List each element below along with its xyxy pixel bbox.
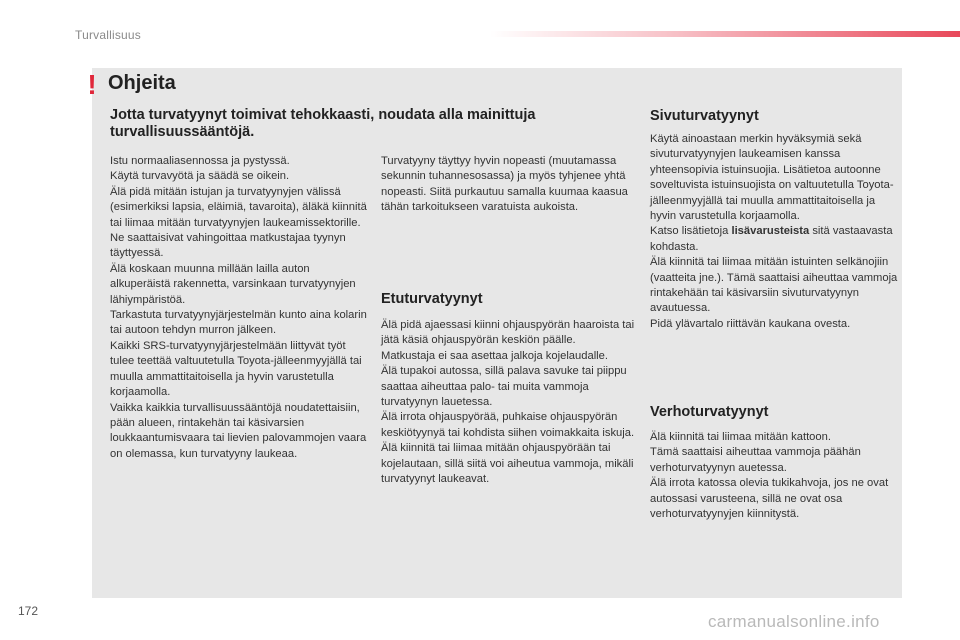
front-line: Matkustaja ei saa asettaa jalkoja kojelaudalle. — [381, 349, 608, 362]
col2-intro-text: Turvatyyny täyttyy hyvin nopeasti (muutamassa sekunnin tuhannesosassa) ja myös tyhjenee yhtä nopeasti. Siitä purkautuu samalla kuumaa kaasua tähän tarkoitukseen varatuista aukoista. — [381, 155, 628, 214]
col1-line: Kaikki SRS-turvatyynyjärjestelmään liittyvät työt tulee teettää valtuutetulla Toyota-jälleenmyyjällä tai muulla ammattitaitoisella ja hyvin varustetulla korjaamolla. — [110, 339, 362, 399]
intro-heading: Jotta turvatyynyt toimivat tehokkaasti, noudata alla mainittuja turvallisuussääntöjä. — [110, 107, 536, 140]
side-p4: Pidä ylävartalo riittävän kaukana ovesta. — [650, 317, 851, 330]
col1-line: Tarkastuta turvatyynyjärjestelmän kunto aina kolarin tai autoon tehdyn murron jälkeen. — [110, 309, 367, 337]
panel-title: Ohjeita — [108, 72, 176, 94]
side-airbags-text — [650, 132, 900, 332]
front-line: Älä tupakoi autossa, sillä palava savuke tai piippu saattaa aiheuttaa palo- tai muita vammoja turvatyynyn lauetessa. — [381, 365, 627, 409]
front-line: Älä kiinnitä tai liimaa mitään ohjauspyörään tai kojelautaan, sillä siitä voi aiheutua vammoja, mikäli turvatyynyt laukeavat. — [381, 442, 634, 486]
side-p2-pre: Katso lisätietoja — [650, 225, 732, 238]
col1-line: Ne saattaisivat vahingoittaa matkustajaa tyynyn täyttyessä. — [110, 232, 346, 260]
exclamation-icon: ! — [87, 69, 97, 100]
front-line: Älä pidä ajaessasi kiinni ohjauspyörän haaroista tai jätä käsiä ohjauspyörän keskiön päälle. — [381, 319, 635, 347]
col1-line: Älä pidä mitään istujan ja turvatyynyjen välissä (esimerkiksi lapsia, eläimiä, tavaroita), äläkä kiinnitä tai liimaa mitään turvatyynyjen laukeamissektorille. — [110, 185, 367, 229]
accessories-reference: lisävarusteista — [731, 225, 810, 238]
curtain-airbags-text — [650, 430, 900, 522]
col1-line: Älä koskaan muunna millään lailla auton alkuperäistä rakennetta, varsinkaan turvatyynyjen lähiympäristöä. — [110, 262, 356, 306]
side-p1: Käytä ainoastaan merkin hyväksymiä sekä sivuturvatyynyjen laukeamisen kanssa yhteensopivia istuinsuojia. Lisätietoa autoonne soveltuvista istuinsuojista on valtuutetulla Toyota-jälleenmyyjällä tai muulla ammattitaitoisella ja hyvin varustetulla korjaamolla. — [650, 133, 894, 223]
curtain-line: Tämä saattaisi aiheuttaa vammoja päähän verhoturvatyynyn auetessa. — [650, 446, 861, 474]
section-header: Turvallisuus — [75, 28, 141, 42]
curtain-airbags-title: Verhoturvatyynyt — [650, 404, 769, 420]
watermark: carmanualsonline.info — [708, 612, 880, 631]
column-2-intro — [381, 154, 643, 216]
header-gradient-bar — [490, 31, 960, 37]
col1-line: Istu normaaliasennossa ja pystyssä. — [110, 155, 290, 167]
curtain-line: Älä irrota katossa olevia tukikahvoja, jos ne ovat autossasi varusteena, sillä ne ovat osa verhoturvatyynyjen kiinnitystä. — [650, 477, 889, 521]
side-airbags-title: Sivuturvatyynyt — [650, 108, 759, 124]
page-number: 172 — [18, 604, 39, 618]
side-p3: Älä kiinnitä tai liimaa mitään istuinten selkänojiin (vaatteita jne.). Tämä saattaisi aiheuttaa vammoja rintakehään tai käsivarsiin sivuturvatyynyn avautuessa. — [650, 256, 898, 315]
side-p2-post: sitä vastaavasta kohdasta. — [650, 225, 893, 253]
front-airbags-title: Etuturvatyynyt — [381, 291, 483, 307]
curtain-line: Älä kiinnitä tai liimaa mitään kattoon. — [650, 431, 831, 443]
front-airbags-text — [381, 318, 643, 487]
side-p2 — [650, 224, 900, 255]
front-line: Älä irrota ohjauspyörää, puhkaise ohjauspyörän keskiötyynyä tai kohdista siihen voimakkaita iskuja. — [381, 411, 635, 439]
column-1 — [110, 154, 370, 462]
col1-line: Käytä turvavyötä ja säädä se oikein. — [110, 170, 290, 183]
col1-line: Vaikka kaikkia turvallisuussääntöjä noudatettaisiin, pään alueen, rintakehän tai käsivarsien loukkaantumisvaara tai lievien palovammojen vaara on olemassa, kun turvatyyny laukeaa. — [110, 401, 367, 460]
